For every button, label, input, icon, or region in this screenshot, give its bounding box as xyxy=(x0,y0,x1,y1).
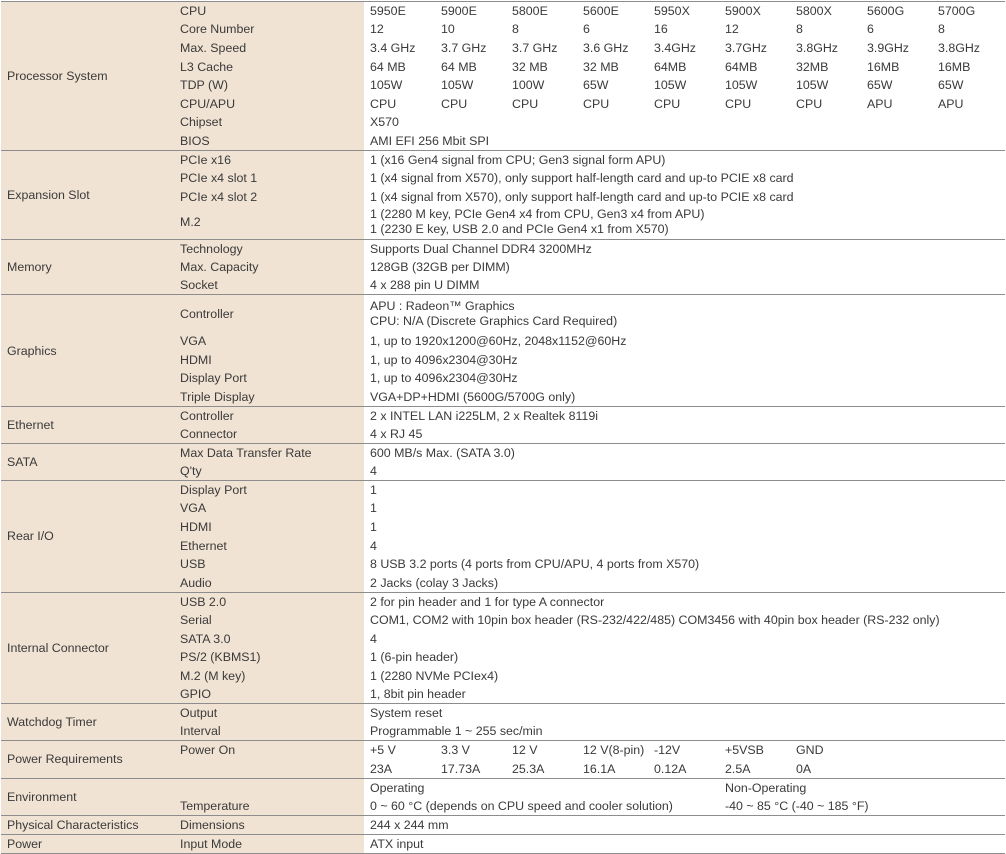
row-value: 4 xyxy=(370,538,377,553)
row-value: 1, 8bit pin header xyxy=(364,685,1005,704)
spec-row xyxy=(1,406,1005,425)
row-label: Ethernet xyxy=(174,536,364,555)
value-column: 65W xyxy=(938,78,964,93)
spec-row xyxy=(1,481,1005,500)
section-category: Ethernet xyxy=(1,406,174,443)
row-value: 2 x INTEL LAN i225LM, 2 x Realtek 8119i xyxy=(364,406,1005,425)
row-label: PCIe x4 slot 2 xyxy=(174,187,364,206)
row-value xyxy=(364,741,1005,760)
row-label: Max. Capacity xyxy=(174,258,364,277)
value-column: CPU xyxy=(725,96,752,111)
value-column: +5VSB xyxy=(725,743,764,758)
spec-row xyxy=(1,592,1005,611)
section-category: Memory xyxy=(1,239,174,295)
value-column: 32MB xyxy=(796,59,829,74)
spec-row xyxy=(1,295,1005,332)
value-column: CPU xyxy=(796,96,823,111)
section-category: Expansion Slot xyxy=(1,150,174,239)
row-value: 1 xyxy=(370,520,377,535)
row-value: 128GB (32GB per DIMM) xyxy=(370,259,510,274)
value-column: 5800X xyxy=(796,4,832,19)
row-label: Core Number xyxy=(174,20,364,39)
row-value xyxy=(364,2,1005,21)
value-column: 5600G xyxy=(867,4,905,19)
row-value: System reset xyxy=(364,704,1005,723)
row-value: ATX input xyxy=(364,834,1005,853)
value-line: CPU: N/A (Discrete Graphics Card Required) xyxy=(370,313,618,328)
row-label: USB 2.0 xyxy=(174,592,364,611)
section-category: Internal Connector xyxy=(1,592,174,704)
row-label: Output xyxy=(174,704,364,723)
section-category: Environment xyxy=(1,778,174,815)
value-column: Operating xyxy=(370,780,425,795)
value-column: CPU xyxy=(512,96,539,111)
value-column: 0.12A xyxy=(654,761,687,776)
value-column: 3.4 GHz xyxy=(370,40,416,55)
value-column: 3.9GHz xyxy=(867,40,910,55)
row-value xyxy=(364,797,1005,816)
value-column: 3.7 GHz xyxy=(512,40,558,55)
row-label: PCIe x4 slot 1 xyxy=(174,169,364,188)
row-label: Triple Display xyxy=(174,388,364,407)
row-value: X570 xyxy=(370,115,399,130)
spec-row xyxy=(1,2,1005,21)
spec-row xyxy=(1,239,1005,258)
value-column: CPU xyxy=(583,96,610,111)
value-column: 0 ~ 60 °C (depends on CPU speed and cooler solution) xyxy=(370,798,673,813)
value-column: 16MB xyxy=(867,59,900,74)
row-value: 2 for pin header and 1 for type A connector xyxy=(364,592,1005,611)
value-column: 5900E xyxy=(441,4,477,19)
value-column: 23A xyxy=(370,761,393,776)
row-label: Socket xyxy=(174,276,364,295)
value-column: 25.3A xyxy=(512,761,545,776)
value-column: APU xyxy=(938,96,964,111)
row-value: 1 (x4 signal from X570), only support half-length card and up-to PCIE x8 card xyxy=(370,189,794,204)
row-label: Chipset xyxy=(174,113,364,132)
value-column: 3.7 GHz xyxy=(441,40,487,55)
row-label: CPU xyxy=(174,2,364,21)
row-value xyxy=(364,76,1005,95)
section-category: Power xyxy=(1,834,174,853)
value-column: 3.8GHz xyxy=(796,40,839,55)
row-label: HDMI xyxy=(174,350,364,369)
value-column: 5700G xyxy=(938,4,976,19)
row-value xyxy=(364,206,1005,239)
value-column: 6 xyxy=(867,22,874,37)
value-line: 1 (2280 M key, PCIe Gen4 x4 from CPU, Gen3 x4 from APU) xyxy=(370,207,705,222)
value-column: 8 xyxy=(512,22,519,37)
value-column: 65W xyxy=(867,78,893,93)
value-column: 8 xyxy=(938,22,945,37)
row-value xyxy=(364,94,1005,113)
row-value: VGA+DP+HDMI (5600G/5700G only) xyxy=(364,388,1005,407)
row-label: USB xyxy=(174,555,364,574)
row-label: GPIO xyxy=(174,685,364,704)
row-value xyxy=(364,778,1005,797)
value-line: 1 (2230 E key, USB 2.0 and PCIe Gen4 x1 from X570) xyxy=(370,222,669,237)
row-value: 1, up to 1920x1200@60Hz, 2048x1152@60Hz xyxy=(370,334,627,349)
row-value: 1, up to 4096x2304@30Hz xyxy=(370,352,518,367)
row-label: Temperature xyxy=(174,797,364,816)
spec-row xyxy=(1,778,1005,797)
value-column: 5900X xyxy=(725,4,761,19)
value-column: GND xyxy=(796,743,824,758)
row-value: 8 USB 3.2 ports (4 ports from CPU/APU, 4 ports from X570) xyxy=(370,557,700,572)
row-value xyxy=(364,759,1005,778)
value-column: 16MB xyxy=(938,59,971,74)
row-value: AMI EFI 256 Mbit SPI xyxy=(364,132,1005,151)
row-value xyxy=(364,39,1005,58)
row-label: Connector xyxy=(174,425,364,444)
spec-table xyxy=(1,1,1005,854)
value-column: +5 V xyxy=(370,743,396,758)
row-value: 1 xyxy=(370,501,377,516)
row-label: Technology xyxy=(174,239,364,258)
section-category: Power Requirements xyxy=(1,741,174,778)
section-category: Processor System xyxy=(1,2,174,151)
value-column: 12 xyxy=(725,22,739,37)
row-value: 4 xyxy=(364,462,1005,481)
row-value: COM1, COM2 with 10pin box header (RS-232/422/485) COM3456 with 40pin box header (RS-232 only) xyxy=(370,613,940,628)
value-column: -12V xyxy=(654,743,681,758)
row-label: Dimensions xyxy=(174,815,364,834)
row-value: 244 x 244 mm xyxy=(364,815,1005,834)
value-column: 64MB xyxy=(654,59,687,74)
row-label: CPU/APU xyxy=(174,94,364,113)
value-column: 3.4GHz xyxy=(654,40,697,55)
row-label: Interval xyxy=(174,722,364,741)
value-column: 5800E xyxy=(512,4,548,19)
row-value: 4 xyxy=(370,631,377,646)
row-value: 1 (x4 signal from X570), only support half-length card and up-to PCIE x8 card xyxy=(370,171,794,186)
row-label: M.2 xyxy=(174,206,364,239)
value-column: 12 V(8-pin) xyxy=(583,743,645,758)
section-category: SATA xyxy=(1,443,174,480)
row-label: Display Port xyxy=(174,481,364,500)
spec-row xyxy=(1,741,1005,760)
section-category: Rear I/O xyxy=(1,481,174,593)
row-label xyxy=(174,759,364,778)
value-column: 3.8GHz xyxy=(938,40,981,55)
value-column: 5950E xyxy=(370,4,406,19)
row-value: Supports Dual Channel DDR4 3200MHz xyxy=(364,239,1005,258)
value-column: 16.1A xyxy=(583,761,616,776)
row-value: 1 (6-pin header) xyxy=(370,650,459,665)
row-label: Controller xyxy=(174,295,364,332)
row-label: VGA xyxy=(174,332,364,351)
value-column: 5950X xyxy=(654,4,690,19)
spec-table-body xyxy=(1,2,1005,854)
row-label: Input Mode xyxy=(174,834,364,853)
value-column: 105W xyxy=(441,78,474,93)
row-value xyxy=(364,57,1005,76)
row-value xyxy=(364,20,1005,39)
value-column: 3.3 V xyxy=(441,743,470,758)
value-column: 105W xyxy=(725,78,758,93)
value-column: 12 xyxy=(370,22,384,37)
value-column: CPU xyxy=(654,96,681,111)
value-line: APU : Radeon™ Graphics xyxy=(370,298,515,313)
value-column: 64 MB xyxy=(370,59,406,74)
row-value: 1 (x16 Gen4 signal from CPU; Gen3 signal form APU) xyxy=(364,150,1005,169)
row-label: Controller xyxy=(174,406,364,425)
row-label: Display Port xyxy=(174,369,364,388)
value-column: APU xyxy=(867,96,893,111)
row-value: 2 Jacks (colay 3 Jacks) xyxy=(364,574,1005,593)
row-label: TDP (W) xyxy=(174,76,364,95)
row-label: PCIe x16 xyxy=(174,150,364,169)
value-column: 64MB xyxy=(725,59,758,74)
row-value: 4 x 288 pin U DIMM xyxy=(364,276,1005,295)
value-column: 64 MB xyxy=(441,59,477,74)
value-column: 2.5A xyxy=(725,761,751,776)
value-column: CPU xyxy=(370,96,397,111)
value-column: 17.73A xyxy=(441,761,481,776)
value-column: 5600E xyxy=(583,4,619,19)
row-value: 1 (2280 NVMe PCIex4) xyxy=(370,668,499,683)
value-column: 0A xyxy=(796,761,812,776)
row-label: Audio xyxy=(174,574,364,593)
value-column: 105W xyxy=(654,78,687,93)
section-category: Graphics xyxy=(1,295,174,406)
row-label: Max Data Transfer Rate xyxy=(174,443,364,462)
spec-row xyxy=(1,815,1005,834)
value-column: 12 V xyxy=(512,743,538,758)
spec-row xyxy=(1,704,1005,723)
value-column: 32 MB xyxy=(512,59,548,74)
row-value: 1 xyxy=(364,481,1005,500)
value-column: 16 xyxy=(654,22,668,37)
row-label: M.2 (M key) xyxy=(174,667,364,686)
row-value: 1, up to 4096x2304@30Hz xyxy=(370,371,518,386)
value-column: 6 xyxy=(583,22,590,37)
row-label: Max. Speed xyxy=(174,39,364,58)
value-column: 100W xyxy=(512,78,545,93)
row-label: L3 Cache xyxy=(174,57,364,76)
section-category: Watchdog Timer xyxy=(1,704,174,741)
value-column: Non-Operating xyxy=(725,780,807,795)
row-label xyxy=(174,778,364,797)
row-value: 600 MB/s Max. (SATA 3.0) xyxy=(364,443,1005,462)
row-label: Q'ty xyxy=(174,462,364,481)
value-column: 3.7GHz xyxy=(725,40,768,55)
spec-row xyxy=(1,150,1005,169)
value-column: 65W xyxy=(583,78,609,93)
value-column: 32 MB xyxy=(583,59,619,74)
row-value: 4 x RJ 45 xyxy=(364,425,1005,444)
row-label: BIOS xyxy=(174,132,364,151)
value-column: 105W xyxy=(370,78,403,93)
row-value xyxy=(364,295,1005,332)
spec-row xyxy=(1,834,1005,853)
value-column: 3.6 GHz xyxy=(583,40,629,55)
row-label: VGA xyxy=(174,499,364,518)
spec-row xyxy=(1,443,1005,462)
row-value: Programmable 1 ~ 255 sec/min xyxy=(364,722,1005,741)
value-column: 105W xyxy=(796,78,829,93)
row-label: HDMI xyxy=(174,518,364,537)
value-column: 10 xyxy=(441,22,455,37)
row-label: Power On xyxy=(174,741,364,760)
value-column: CPU xyxy=(441,96,468,111)
row-label: SATA 3.0 xyxy=(174,629,364,648)
section-category: Physical Characteristics xyxy=(1,815,174,834)
row-label: PS/2 (KBMS1) xyxy=(174,648,364,667)
value-column: -40 ~ 85 °C (-40 ~ 185 °F) xyxy=(725,798,869,813)
row-label: Serial xyxy=(174,611,364,630)
value-column: 8 xyxy=(796,22,803,37)
